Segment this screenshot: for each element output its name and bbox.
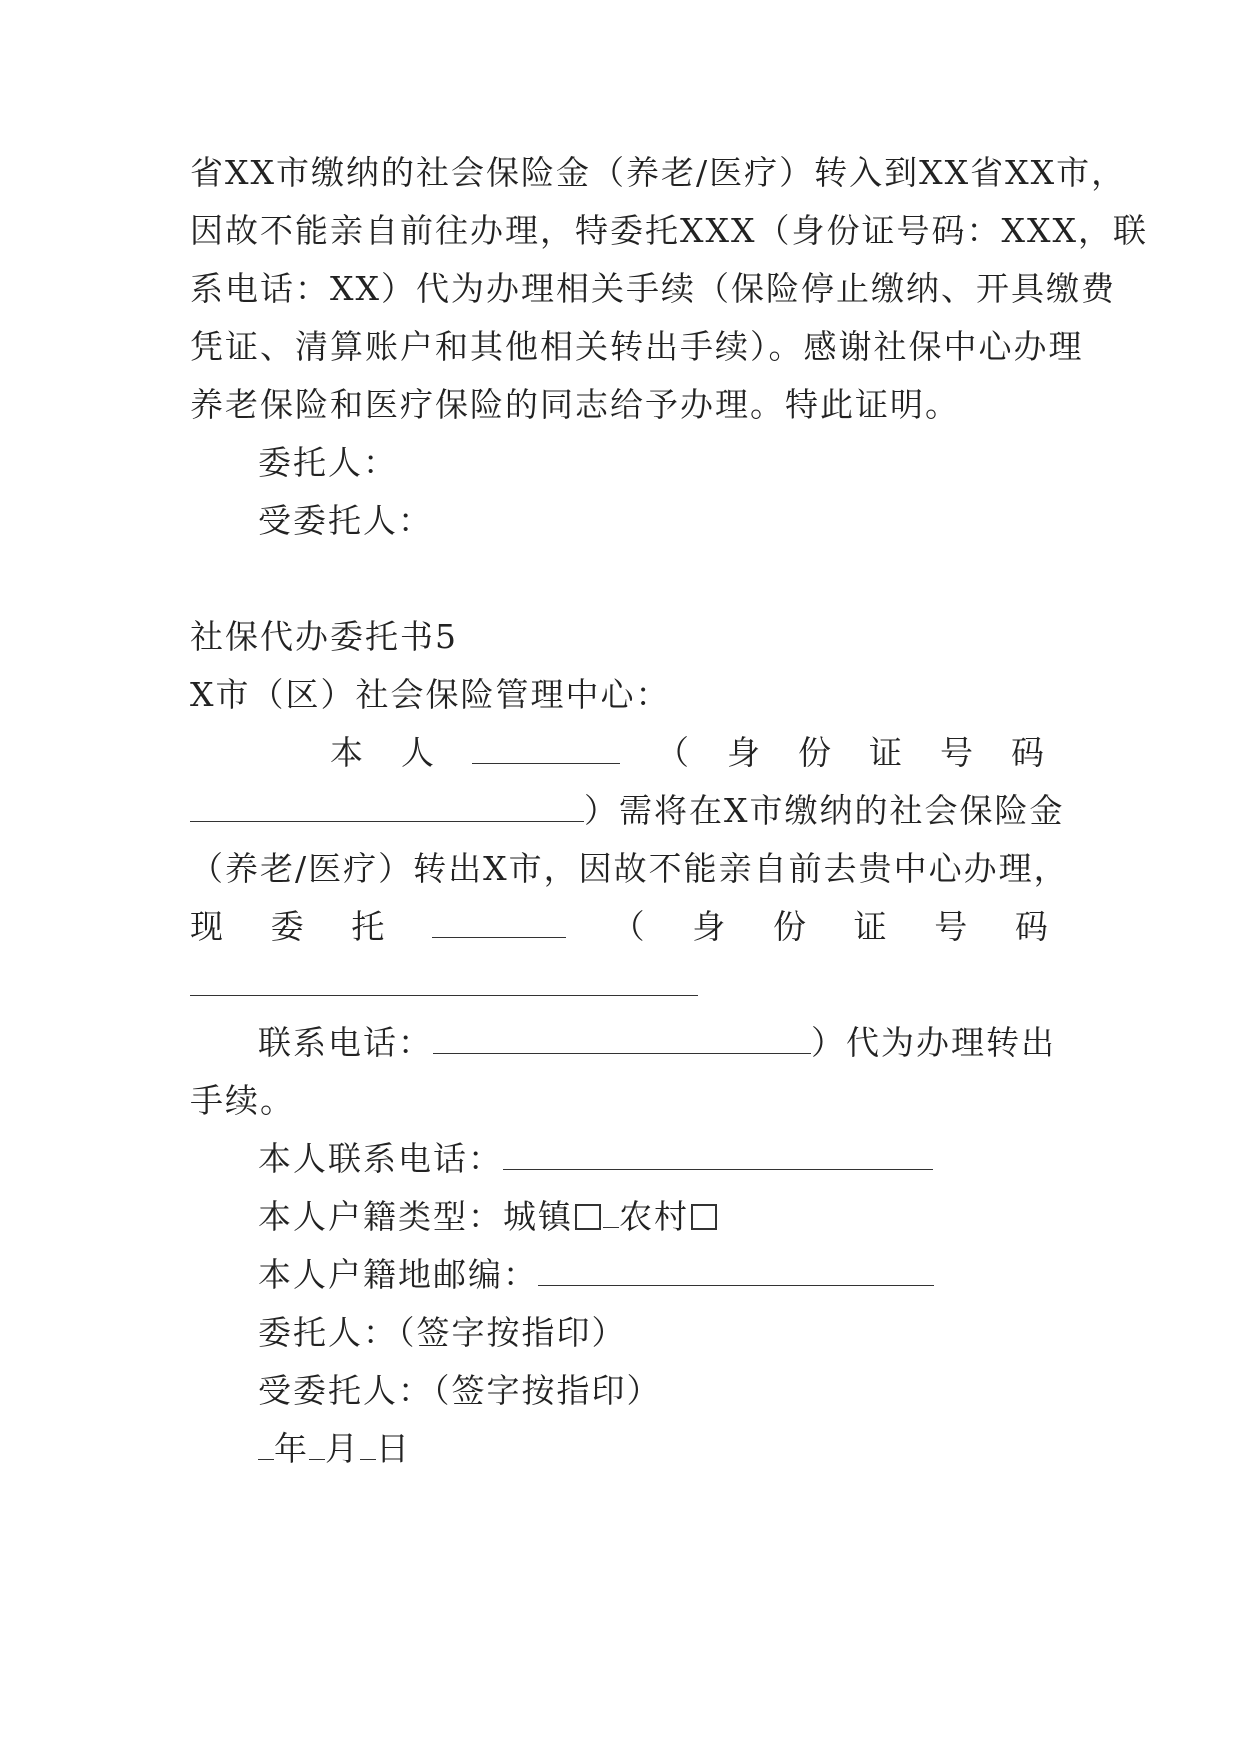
hukou-zip-line <box>258 1253 1050 1297</box>
body-line-self <box>330 731 1046 775</box>
paragraph-line: 系电话：XX）代为办理相关手续（保险停止缴纳、开具缴费 <box>190 269 1116 308</box>
char: 证 <box>853 907 889 946</box>
body-line: 手续。 <box>190 1081 295 1120</box>
underscore <box>309 1429 325 1460</box>
hukou-type-label: 本人户籍类型： <box>258 1197 503 1236</box>
blank-agent-name <box>432 907 566 938</box>
principal-sign-line: 委托人：（签字按指印） <box>258 1313 627 1352</box>
char: （ <box>656 733 691 772</box>
underscore <box>360 1429 376 1460</box>
blank-agent-id <box>190 965 698 996</box>
char: 身 <box>727 733 762 772</box>
option-rural: 农村 <box>619 1197 689 1236</box>
option-urban: 城镇 <box>503 1197 573 1236</box>
checkbox-rural-icon <box>691 1204 717 1230</box>
body-line <box>190 789 1065 833</box>
date-year: 年 <box>274 1429 309 1468</box>
body-line <box>190 963 1050 1007</box>
blank-name <box>472 733 620 764</box>
char: 人 <box>401 733 436 772</box>
agent-sign-line: 受委托人：（签字按指印） <box>258 1371 662 1410</box>
contact-label: 联系电话： <box>258 1023 433 1062</box>
paragraph-line: 养老保险和医疗保险的同志给予办理。特此证明。 <box>190 385 960 424</box>
char: 身 <box>692 907 728 946</box>
agent-label: 受委托人： <box>258 501 433 540</box>
date-month: 月 <box>325 1429 360 1468</box>
blank-contact <box>433 1023 811 1054</box>
underscore <box>603 1197 619 1228</box>
char: 份 <box>798 733 833 772</box>
blank-zip <box>538 1255 934 1286</box>
checkbox-urban-icon <box>575 1204 601 1230</box>
char: 号 <box>940 733 975 772</box>
text: ）代为办理转出 <box>811 1023 1056 1062</box>
char: 码 <box>1011 733 1046 772</box>
body-line: （养老/医疗）转出X市，因故不能亲自前去贵中心办理， <box>190 849 1069 888</box>
char: 号 <box>934 907 970 946</box>
body-line-entrust <box>190 905 1050 949</box>
paragraph-line: 省XX市缴纳的社会保险金（养老/医疗）转入到XX省XX市， <box>190 153 1127 192</box>
text: ）需将在X市缴纳的社会保险金 <box>584 791 1065 830</box>
contact-line <box>258 1021 1056 1065</box>
char: 现 <box>190 907 225 946</box>
blank-id-number <box>190 791 584 822</box>
date-day: 日 <box>376 1429 411 1468</box>
char: 证 <box>869 733 904 772</box>
char: 码 <box>1014 907 1050 946</box>
self-phone-line <box>258 1137 1050 1181</box>
date-line <box>258 1427 1050 1471</box>
document-title: 社保代办委托书5 <box>190 617 458 656</box>
paragraph-line: 凭证、清算账户和其他相关转出手续）。感谢社保中心办理 <box>190 327 1084 366</box>
char: （ <box>611 907 647 946</box>
self-phone-label: 本人联系电话： <box>258 1139 503 1178</box>
char: 本 <box>330 733 365 772</box>
char: 托 <box>351 907 387 946</box>
blank-self-phone <box>503 1139 933 1170</box>
char: 委 <box>270 907 306 946</box>
paragraph-line: 因故不能亲自前往办理，特委托XXX（身份证号码：XXX，联 <box>190 211 1148 250</box>
hukou-type-line <box>258 1195 1050 1239</box>
principal-label: 委托人： <box>258 443 398 482</box>
underscore <box>258 1429 274 1460</box>
addressee: X市（区）社会保险管理中心： <box>190 675 671 714</box>
char: 份 <box>772 907 808 946</box>
hukou-zip-label: 本人户籍地邮编： <box>258 1255 538 1294</box>
